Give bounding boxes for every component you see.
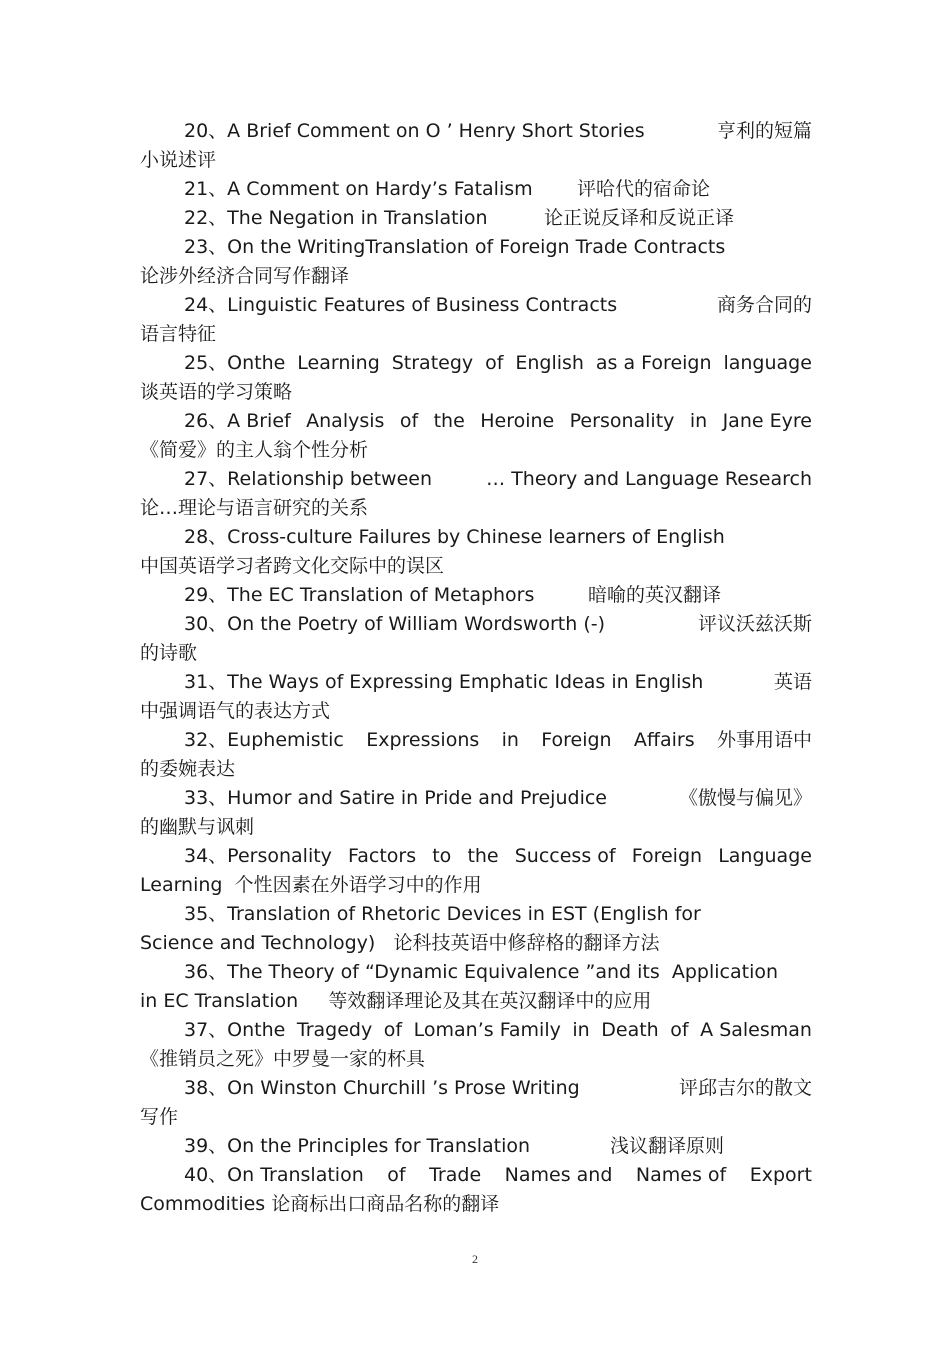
topic-entry-continuation-line bbox=[140, 494, 812, 523]
topic-text: in EC Translation 等效翻译理论及其在英汉翻译中的应用 bbox=[140, 990, 652, 1012]
topic-entry-continuation-line bbox=[140, 639, 812, 668]
topic-text-segment: in bbox=[689, 410, 708, 432]
topic-entry-first-line bbox=[140, 842, 812, 871]
topic-text-segment: Names of bbox=[635, 1164, 727, 1186]
topic-entry bbox=[140, 1161, 812, 1219]
topic-text: 《简爱》的主人翁个性分析 bbox=[140, 439, 369, 461]
topic-text-segment: Expressions bbox=[366, 729, 480, 751]
topic-entry bbox=[140, 407, 812, 465]
topic-text-segment: Export bbox=[749, 1164, 812, 1186]
topic-text-segment: Jane Eyre bbox=[722, 410, 812, 432]
topic-entry bbox=[140, 465, 812, 523]
topic-text-segment: of bbox=[383, 1019, 403, 1041]
topic-chinese-title: 亨利的短篇 bbox=[716, 120, 812, 142]
topic-text-segment: Trade bbox=[429, 1164, 482, 1186]
topic-text-segment: Success of bbox=[514, 845, 616, 867]
topic-text-segment: Analysis bbox=[306, 410, 385, 432]
topic-entry-continuation-line bbox=[140, 1045, 812, 1074]
topic-entry-first-line bbox=[140, 175, 812, 204]
topic-text-segment: of bbox=[670, 1019, 689, 1041]
topic-entry bbox=[140, 233, 812, 291]
topic-entry-first-line bbox=[140, 1161, 812, 1190]
topic-text: 语言特征 bbox=[140, 323, 217, 345]
topic-chinese-title: 评邱吉尔的散文 bbox=[678, 1077, 812, 1099]
topic-entry bbox=[140, 175, 812, 204]
topic-text-segment: Affairs bbox=[633, 729, 695, 751]
topic-chinese-title: 评议沃兹沃斯 bbox=[697, 613, 812, 635]
topic-text-segment: 33、Humor and Satire in Pride and Prejudice bbox=[184, 787, 607, 809]
topic-chinese-title: 浅议翻译原则 bbox=[610, 1135, 725, 1157]
topic-text: 28、Cross-culture Failures by Chinese learners of English bbox=[184, 526, 725, 548]
topic-entry bbox=[140, 726, 812, 784]
topic-text-segment: 24、Linguistic Features of Business Contracts bbox=[184, 294, 618, 316]
topic-entry bbox=[140, 1132, 812, 1161]
topic-text: 写作 bbox=[140, 1106, 179, 1128]
topic-entry-continuation-line bbox=[140, 320, 812, 349]
topic-english-title: 29、The EC Translation of Metaphors bbox=[184, 584, 535, 606]
topic-entry-continuation-line bbox=[140, 436, 812, 465]
topic-entry bbox=[140, 1016, 812, 1074]
topic-entry-first-line bbox=[140, 407, 812, 436]
topic-text-segment: 37、Onthe bbox=[184, 1019, 286, 1041]
topic-text-segment: English bbox=[515, 352, 584, 374]
topic-text-segment: Foreign bbox=[541, 729, 612, 751]
topic-entry-first-line bbox=[140, 958, 812, 987]
topic-chinese-title: 英语 bbox=[773, 671, 812, 693]
topic-text-segment: 34、Personality bbox=[184, 845, 332, 867]
topic-text-segment: of bbox=[399, 410, 419, 432]
topic-entry-first-line bbox=[140, 668, 812, 697]
topic-text-segment: Death bbox=[601, 1019, 659, 1041]
topic-text-segment: as a Foreign bbox=[595, 352, 712, 374]
topic-text-segment: 40、On Translation bbox=[184, 1164, 364, 1186]
topic-text-segment: 31、The Ways of Expressing Emphatic Ideas in English bbox=[184, 671, 704, 693]
topic-text: 的幽默与讽刺 bbox=[140, 816, 255, 838]
topic-entry bbox=[140, 117, 812, 175]
topic-entry-continuation-line bbox=[140, 929, 812, 958]
topic-text: 论…理论与语言研究的关系 bbox=[140, 497, 369, 519]
topic-entry-first-line bbox=[140, 784, 812, 813]
topic-text-segment: of bbox=[485, 352, 504, 374]
topic-text-segment: 30、On the Poetry of William Wordsworth (-) bbox=[184, 613, 606, 635]
topic-text: 中强调语气的表达方式 bbox=[140, 700, 331, 722]
topic-entry bbox=[140, 523, 812, 581]
topic-text-segment: 32、Euphemistic bbox=[184, 729, 344, 751]
topic-chinese-title: 商务合同的 bbox=[716, 294, 812, 316]
topic-english-title: 22、The Negation in Translation bbox=[184, 207, 488, 229]
topic-text: 小说述评 bbox=[140, 149, 217, 171]
topic-chinese-title: 暗喻的英汉翻译 bbox=[588, 584, 722, 606]
topic-entry-continuation-line bbox=[140, 552, 812, 581]
topic-entry bbox=[140, 291, 812, 349]
topic-entry-continuation-line bbox=[140, 1190, 812, 1219]
topic-text-segment: Heroine bbox=[480, 410, 555, 432]
topic-text: 的诗歌 bbox=[140, 642, 198, 664]
topic-text-segment: to bbox=[432, 845, 452, 867]
topic-text: Commodities 论商标出口商品名称的翻译 bbox=[140, 1193, 500, 1215]
topic-text-segment: Language bbox=[718, 845, 812, 867]
topic-entry-first-line bbox=[140, 1016, 812, 1045]
topic-text: 36、The Theory of “Dynamic Equivalence ”and its Application bbox=[184, 961, 779, 983]
topic-entry-continuation-line bbox=[140, 987, 812, 1016]
topic-text: Learning 个性因素在外语学习中的作用 bbox=[140, 874, 482, 896]
topic-entry-first-line bbox=[140, 1074, 812, 1103]
topic-text-segment: 20、A Brief Comment on O ’ Henry Short Stories bbox=[184, 120, 645, 142]
topic-text-segment: 25、Onthe bbox=[184, 352, 286, 374]
topic-entry-continuation-line bbox=[140, 262, 812, 291]
topic-text: 35、Translation of Rhetoric Devices in EST (English for bbox=[184, 903, 701, 925]
topic-text-segment: Factors bbox=[348, 845, 417, 867]
topic-text-segment: 27、Relationship between bbox=[184, 468, 433, 490]
topic-entry-continuation-line bbox=[140, 1103, 812, 1132]
topic-entry-first-line bbox=[140, 291, 812, 320]
topic-text-segment: language bbox=[723, 352, 812, 374]
topic-entry bbox=[140, 610, 812, 668]
topic-entry-continuation-line bbox=[140, 755, 812, 784]
topic-text-segment: A Salesman bbox=[700, 1019, 812, 1041]
topic-english-title: 39、On the Principles for Translation bbox=[184, 1135, 531, 1157]
topic-text: 中国英语学习者跨文化交际中的误区 bbox=[140, 555, 445, 577]
topic-entry-continuation-line bbox=[140, 146, 812, 175]
topic-text-segment: the bbox=[433, 410, 465, 432]
topic-text-segment: Strategy bbox=[391, 352, 474, 374]
topic-chinese-title: 外事用语中 bbox=[716, 729, 812, 751]
page-number: 2 bbox=[472, 1252, 478, 1266]
topic-text-segment: Tragedy bbox=[296, 1019, 373, 1041]
topic-entry-first-line bbox=[140, 900, 812, 929]
topic-entry-first-line bbox=[140, 726, 812, 755]
topic-entry bbox=[140, 204, 812, 233]
topic-entry-first-line bbox=[140, 117, 812, 146]
topic-text: 的委婉表达 bbox=[140, 758, 236, 780]
thesis-topic-list bbox=[140, 117, 812, 1219]
topic-entry-first-line bbox=[140, 233, 812, 262]
topic-text-segment: … Theory and Language Research bbox=[486, 468, 812, 490]
topic-entry-continuation-line bbox=[140, 378, 812, 407]
topic-text-segment: Names and bbox=[504, 1164, 613, 1186]
topic-entry bbox=[140, 958, 812, 1016]
topic-text-segment: of bbox=[387, 1164, 406, 1186]
topic-entry bbox=[140, 842, 812, 900]
topic-entry-first-line bbox=[140, 204, 812, 233]
topic-text: 论涉外经济合同写作翻译 bbox=[140, 265, 350, 287]
topic-text-segment: Learning bbox=[297, 352, 380, 374]
topic-entry-continuation-line bbox=[140, 813, 812, 842]
topic-entry-first-line bbox=[140, 465, 812, 494]
topic-entry bbox=[140, 1074, 812, 1132]
topic-entry-continuation-line bbox=[140, 697, 812, 726]
topic-entry bbox=[140, 668, 812, 726]
topic-text: 《推销员之死》中罗曼一家的杯具 bbox=[140, 1048, 426, 1070]
topic-text-segment: 26、A Brief bbox=[184, 410, 291, 432]
topic-text-segment: Foreign bbox=[631, 845, 703, 867]
topic-text-segment: the bbox=[467, 845, 499, 867]
topic-entry bbox=[140, 349, 812, 407]
topic-chinese-title: 《傲慢与偏见》 bbox=[678, 787, 812, 809]
topic-text-segment: Personality bbox=[569, 410, 675, 432]
topic-entry-first-line bbox=[140, 581, 812, 610]
topic-text: 23、On the WritingTranslation of Foreign Trade Contracts bbox=[184, 236, 726, 258]
topic-entry-first-line bbox=[140, 610, 812, 639]
topic-entry bbox=[140, 900, 812, 958]
topic-chinese-title: 论正说反译和反说正译 bbox=[544, 207, 735, 229]
topic-chinese-title: 评哈代的宿命论 bbox=[577, 178, 711, 200]
topic-english-title: 21、A Comment on Hardy’s Fatalism bbox=[184, 178, 533, 200]
topic-text: Science and Technology) 论科技英语中修辞格的翻译方法 bbox=[140, 932, 660, 954]
topic-entry-continuation-line bbox=[140, 871, 812, 900]
topic-text-segment: Loman’s Family bbox=[413, 1019, 561, 1041]
topic-text-segment: in bbox=[572, 1019, 590, 1041]
topic-entry-first-line bbox=[140, 1132, 812, 1161]
topic-text-segment: 38、On Winston Churchill ’s Prose Writing bbox=[184, 1077, 580, 1099]
topic-entry-first-line bbox=[140, 523, 812, 552]
topic-entry bbox=[140, 784, 812, 842]
topic-text-segment: in bbox=[501, 729, 519, 751]
topic-entry bbox=[140, 581, 812, 610]
topic-text: 谈英语的学习策略 bbox=[140, 381, 293, 403]
topic-entry-first-line bbox=[140, 349, 812, 378]
